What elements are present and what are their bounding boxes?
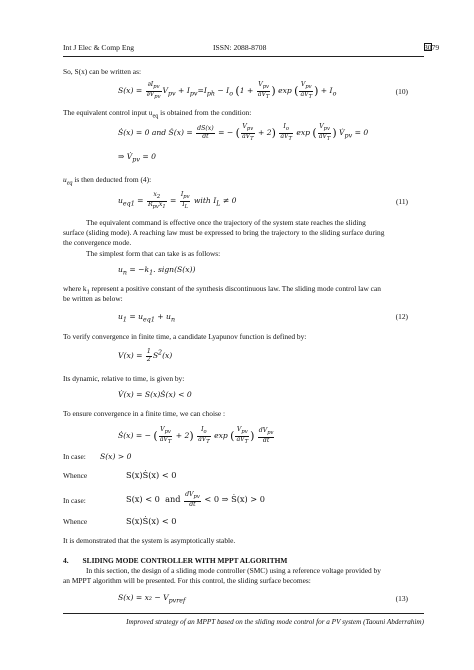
case2-expr: S(x) < 0 and $\frac{dV_{pv}}{dt}$ < 0 ⇒ Ṡ(x) > 0 — [126, 491, 265, 508]
text-line: In case: — [63, 452, 86, 461]
running-header — [63, 43, 440, 55]
text-line: So, S(x) can be written as: — [63, 67, 141, 76]
text-line: Its dynamic, relative to time, is given by: — [63, 374, 185, 383]
text-line: It is demonstrated that the system is asymptotically stable. — [63, 536, 236, 545]
text-line: The equivalent command is effective once the trajectory of the system state reaches the sliding — [86, 218, 366, 227]
text-line: $u_{eq}$ is then deducted from (4): — [63, 175, 152, 187]
text-line: In this section, the design of a sliding mode controller (SMC) using a reference voltage provided by — [86, 566, 381, 575]
text-line: Whence — [63, 517, 88, 526]
text-line: To ensure convergence in a finite time, we can choise : — [63, 409, 226, 418]
equation-number: (13) — [395, 594, 408, 603]
equation-number: (10) — [395, 87, 408, 96]
journal-name: Int J Elec & Comp Eng — [63, 43, 135, 52]
text-line: The equivalent control input $u_{eq}$ is obtained from the condition: — [63, 108, 252, 120]
equation-13: $S(x) = x_2 - V_{pvref}$ — [118, 593, 186, 605]
text-line: the convergence mode. — [63, 238, 132, 247]
equation-lyapunov: V(x) = $\frac{1}{2}$ $S^2(x)$ — [118, 348, 173, 363]
text-line: surface (sliding mode). A reaching law must be expressed to bring the trajectory to the sliding surface during — [63, 228, 385, 237]
case-expr: S(x) > 0 — [100, 452, 132, 461]
equation-un: $u_n = -k_1$. sign(S(x)) — [118, 265, 196, 277]
header-rule — [63, 56, 424, 57]
equation-number: (12) — [395, 312, 408, 321]
text-line: To verify convergence in finite time, a candidate Lyapunov function is defined by: — [63, 332, 307, 341]
whence-expr: S(x)Ṡ(x) < 0 — [126, 470, 177, 480]
equation-sdot: Ṡ(x) = 0 and Ṡ(x) = $\frac{dS(x)}{dt}$ = − ( $\frac{V_{pv}}{aV_T}$ + 2) $\frac{I_o}{aV_T}$ exp ( $\frac{V_{pv}}{aV_T}$ ) $V̇_{pv} = 0$ — [118, 123, 369, 142]
text-line: Whence — [63, 471, 88, 480]
text-line: In case: — [63, 496, 86, 505]
equation-vdot: V̇(x) = S(x)Ṡ(x) < 0 — [118, 390, 192, 399]
equation-number: (11) — [395, 197, 408, 206]
equation-10: S(x) = $\frac{\partial I_{pv}}{\partial V_{pv}}$ $V_{pv} + I_{pv}=I_{ph} - I_o$ (1 + $\frac{V_{pv}}{aV_T}$ ) exp ( $\frac{V_{pv}}{aV_T}$ ) + $I_o$ — [118, 81, 337, 100]
section-heading: 4. SLIDING MODE CONTROLLER WITH MPPT ALGORITHM — [63, 556, 288, 565]
equation-vdot-zero: ⇒ $V̇_{pv} = 0$ — [118, 152, 156, 164]
whence-expr: S(x)Ṡ(x) < 0 — [126, 516, 177, 526]
issn: ISSN: 2088-8708 — [213, 43, 267, 52]
equation-11: $u_{eq1}$ = $\frac{x_2}{R_{pv}x_1}$ = $\frac{I_{pv}}{I_L}$ with $I_L \ne 0$ — [118, 191, 237, 210]
text-line: be written as below: — [63, 294, 123, 303]
text-line: an MPPT algorithm will be presented. For this control, the sliding surface becomes: — [63, 576, 311, 585]
running-footer: Improved strategy of an MPPT based on the sliding mode control for a PV system (Taouni Abderrahim) — [126, 618, 424, 626]
text-line: where $k_1$ represent a positive constant of the synthesis discontinuous law. The sliding mode control law can — [63, 284, 381, 296]
equation-choice: Ṡ(x) = − ( $\frac{V_{pv}}{aV_T}$ + 2) $\frac{I_o}{aV_T}$ exp ( $\frac{V_{pv}}{aV_T}$ ) $\frac{dV_{pv}}{dt}$ — [118, 426, 274, 445]
equation-12: $u_1 = u_{eq1} + u_n$ — [118, 312, 176, 324]
text-line: The simplest form that can take is as follows: — [86, 249, 221, 258]
page-number: 3079 — [424, 43, 440, 52]
footer-rule — [63, 613, 424, 614]
